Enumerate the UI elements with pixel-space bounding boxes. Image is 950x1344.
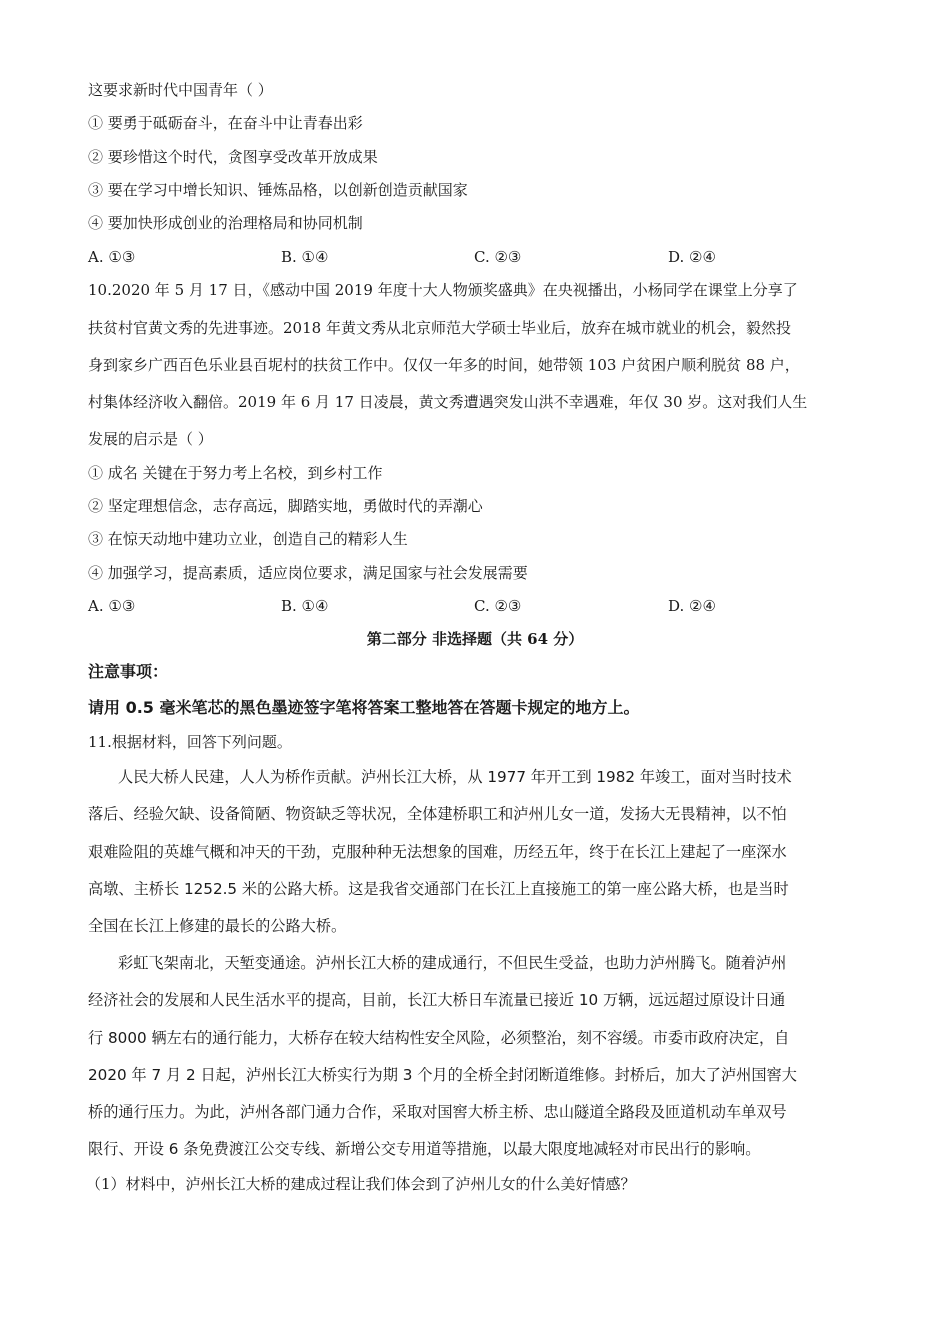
q9-item-4: ④ 要加快形成创业的治理格局和协同机制 [88,214,363,232]
q10-stem-line-1: 10.2020 年 5 月 17 日，《感动中国 2019 年度十大人物颁奖盛典》在央视播出，小杨同学在课堂上分享了 [88,281,798,299]
q10-item-2: ② 坚定理想信念，志存高远，脚踏实地，勇做时代的弄潮心 [88,497,483,515]
q11-para2-line-4: 2020 年 7 月 2 日起，泸州长江大桥实行为期 3 个月的全桥全封闭断道维修。封桥后，加大了泸州国窖大 [88,1066,797,1084]
q11-para2-line-6: 限行、开设 6 条免费渡江公交专线、新增公交专用道等措施，以最大限度地减轻对市民出行的影响。 [88,1140,761,1158]
q9-item-1: ① 要勇于砥砺奋斗，在奋斗中让青春出彩 [88,114,363,132]
q9-option-d: D. ②④ [668,248,716,266]
q9-question-tail: 这要求新时代中国青年（ ） [88,81,273,99]
q10-stem-line-4: 村集体经济收入翻倍。2019 年 6 月 17 日凌晨，黄文秀遭遇突发山洪不幸遇难，年仅 30 岁。这对我们人生 [88,393,808,411]
q10-item-1: ① 成名 关键在于努力考上名校，到乡村工作 [88,464,383,482]
q9-item-2: ② 要珍惜这个时代，贪图享受改革开放成果 [88,148,378,166]
q11-para1-line-1: 人民大桥人民建，人人为桥作贡献。泸州长江大桥，从 1977 年开工到 1982 年竣工，面对当时技术 [118,768,792,786]
notice-heading: 注意事项： [88,662,169,681]
q11-para2-line-1: 彩虹飞架南北，天堑变通途。泸州长江大桥的建成通行，不但民生受益，也助力泸州腾飞。随着泸州 [118,954,787,972]
q11-stem: 11.根据材料，回答下列问题。 [88,733,292,751]
q11-para1-line-3: 艰难险阻的英雄气概和冲天的干劲，克服种种无法想象的国难，历经五年，终于在长江上建起了一座深水 [88,843,787,861]
q10-stem-line-5: 发展的启示是（ ） [88,430,213,448]
q9-option-b: B. ①④ [281,248,329,266]
q11-para1-line-2: 落后、经验欠缺、设备简陋、物资缺乏等状况，全体建桥职工和泸州儿女一道，发扬大无畏精神，以不怕 [88,805,787,823]
q10-item-4: ④ 加强学习，提高素质，适应岗位要求，满足国家与社会发展需要 [88,564,528,582]
notice-instruction: 请用 0.5 毫米笔芯的黑色墨迹签字笔将答案工整地答在答题卡规定的地方上。 [88,698,640,717]
q11-subquestion-1: （1）材料中，泸州长江大桥的建成过程让我们体会到了泸州儿女的什么美好情感？ [86,1175,636,1193]
q11-para2-line-2: 经济社会的发展和人民生活水平的提高，目前，长江大桥日车流量已接近 10 万辆，远远超过原设计日通 [88,991,786,1009]
q10-option-d: D. ②④ [668,597,716,615]
q11-para2-line-5: 桥的通行压力。为此，泸州各部门通力合作，采取对国窖大桥主桥、忠山隧道全路段及匝道机动车单双号 [88,1103,787,1121]
q10-option-b: B. ①④ [281,597,329,615]
q9-option-c: C. ②③ [474,248,522,266]
q10-item-3: ③ 在惊天动地中建功立业，创造自己的精彩人生 [88,530,408,548]
q10-stem-line-2: 扶贫村官黄文秀的先进事迹。2018 年黄文秀从北京师范大学硕士毕业后，放弃在城市就业的机会，毅然投 [88,319,791,337]
q10-option-a: A. ①③ [88,597,136,615]
q10-option-c: C. ②③ [474,597,522,615]
q10-stem-line-3: 身到家乡广西百色乐业县百坭村的扶贫工作中。仅仅一年多的时间，她带领 103 户贫困户顺利脱贫 88 户， [88,356,800,374]
q9-option-a: A. ①③ [88,248,136,266]
q11-para2-line-3: 行 8000 辆左右的通行能力，大桥存在较大结构性安全风险，必须整治，刻不容缓。市委市政府决定，自 [88,1029,790,1047]
q11-para1-line-4: 高墩、主桥长 1252.5 米的公路大桥。这是我省交通部门在长江上直接施工的第一座公路大桥，也是当时 [88,880,789,898]
q9-item-3: ③ 要在学习中增长知识、锤炼品格，以创新创造贡献国家 [88,181,468,199]
q11-para1-line-5: 全国在长江上修建的最长的公路大桥。 [88,917,347,935]
part-two-title: 第二部分 非选择题（共 64 分） [366,630,584,648]
